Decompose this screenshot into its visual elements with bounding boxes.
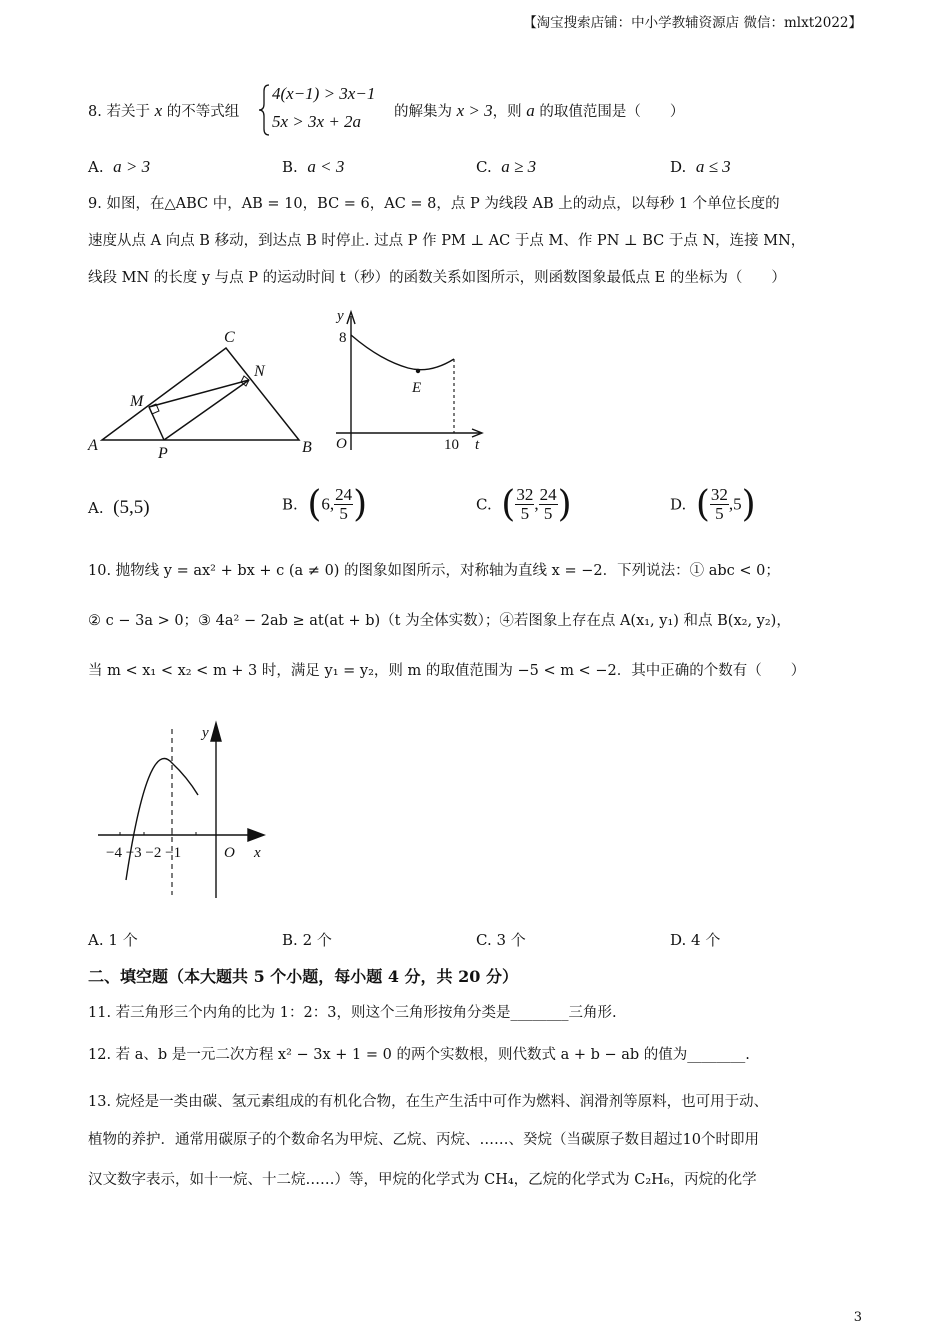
graph-label-ticks: −4 −3 −2 −1 <box>106 845 182 861</box>
q9-line2: 速度从点 A 向点 B 移动，到达点 B 时停止. 过点 P 作 PM ⊥ AC 于点 M、作 PN ⊥ BC 于点 N，连接 MN， <box>88 233 806 249</box>
q10-line3: 当 m < x₁ < x₂ < m + 3 时，满足 y₁ = y₂，则 m 的取值范围为 −5 < m < −2．其中正确的个数有（ ） <box>88 663 806 679</box>
q8-var: x <box>154 101 163 120</box>
label-a: A <box>88 437 98 454</box>
q8-suffix2: ，则 <box>492 104 522 120</box>
q11-text: 11. 若三角形三个内角的比为 1：2：3，则这个三角形按角分类是________三角形. <box>88 1005 617 1021</box>
graph-label-y: y <box>337 308 344 324</box>
graph-label-o: O <box>224 845 235 861</box>
point-e <box>416 369 420 373</box>
q10-line2: ② c − 3a > 0；③ 4a² − 2ab ≥ at(at + b)（t 为全体实数）；④若图象上存在点 A(x₁, y₁) 和点 B(x₂, y₂)， <box>88 613 791 629</box>
parabola-curve <box>126 758 198 880</box>
segment-pn <box>164 380 249 440</box>
graph-label-8: 8 <box>339 330 347 346</box>
label-b: B <box>302 439 312 456</box>
q13-line2: 植物的养护．通常用碳原子的个数命名为甲烷、乙烷、丙烷、……、癸烷（当碳原子数目超过10个时即用 <box>88 1132 759 1148</box>
graph-label-10: 10 <box>444 437 459 453</box>
q9-option-d[interactable]: D. ( $\frac{32}{5}$ ,5) <box>670 484 756 525</box>
q8-prefix: 8. 若关于 <box>88 104 150 120</box>
q10-option-b[interactable]: B. 2 个 <box>282 931 332 949</box>
brace-icon <box>258 82 272 138</box>
q10-option-c[interactable]: C. 3 个 <box>476 931 526 949</box>
q10-option-a[interactable]: A. 1 个 <box>88 931 138 949</box>
q8-param: a <box>526 101 535 120</box>
q10-option-d[interactable]: D. 4 个 <box>670 931 721 949</box>
q8-suffix1: 的解集为 <box>394 104 452 120</box>
curve-y-of-t <box>351 335 454 370</box>
q10-parabola-graph <box>92 715 272 900</box>
q13-line1: 13. 烷烃是一类由碳、氢元素组成的有机化合物，在生产生活中可作为燃料、润滑剂等原料，也可用于动、 <box>88 1094 769 1110</box>
label-p: P <box>158 445 168 462</box>
graph-label-e: E <box>412 380 422 396</box>
graph-label-y: y <box>202 725 209 741</box>
q8-option-c[interactable]: C. a ≥ 3 <box>476 157 537 176</box>
q9-function-graph <box>330 300 490 458</box>
q9-line3: 线段 MN 的长度 y 与点 P 的运动时间 t（秒）的函数关系如图所示，则函数图象最低点 E 的坐标为（ ） <box>88 270 786 286</box>
q8-cond: x > 3 <box>456 101 493 120</box>
q13-line3: 汉文数字表示，如十一烷、十二烷……）等，甲烷的化学式为 CH₄，乙烷的化学式为 C₂H₆，丙烷的化学 <box>88 1172 757 1188</box>
q9-line1: 9. 如图，在△ABC 中，AB = 10，BC = 6，AC = 8，点 P 为线段 AB 上的动点，以每秒 1 个单位长度的 <box>88 196 780 212</box>
q10-line1: 10. 抛物线 y = ax² + bx + c (a ≠ 0) 的图象如图所示，对称轴为直线 x = −2．下列说法：① abc < 0； <box>88 563 780 579</box>
section-2-title: 二、填空题（本大题共 5 个小题，每小题 4 分，共 20 分） <box>88 967 518 986</box>
q8-option-d[interactable]: D. a ≤ 3 <box>670 157 731 176</box>
page-number: 3 <box>853 1310 862 1325</box>
q8-option-a[interactable]: A. a > 3 <box>88 157 151 176</box>
graph-label-o: O <box>336 436 347 452</box>
q12-text: 12. 若 a、b 是一元二次方程 x² − 3x + 1 = 0 的两个实数根，则代数式 a + b − ab 的值为________. <box>88 1047 750 1063</box>
q9-option-c[interactable]: C. ( $\frac{32}{5}$ , $\frac{24}{5}$ ) <box>476 484 572 525</box>
y-axis-arrow-icon <box>211 723 221 741</box>
q9-option-b[interactable]: B. (6, $\frac{24}{5}$ ) <box>282 484 368 525</box>
q8-mid: 的不等式组 <box>166 104 240 120</box>
label-c: C <box>224 329 235 346</box>
q8-stem-tail <box>394 101 684 122</box>
graph-label-t: t <box>475 437 480 453</box>
q9-triangle-figure <box>80 318 325 463</box>
q8-ineq1: 4(x−1) > 3x−1 <box>272 84 376 103</box>
q9-option-a[interactable]: A. (5,5) <box>88 497 150 518</box>
q8-stem <box>88 101 239 122</box>
label-n: N <box>254 363 265 380</box>
label-m: M <box>130 393 144 410</box>
q8-inequality-system <box>258 82 394 138</box>
q8-suffix3: 的取值范围是（ ） <box>539 104 685 120</box>
x-axis-arrow-icon <box>248 829 264 841</box>
q8-option-b[interactable]: B. a < 3 <box>282 157 345 176</box>
graph-label-x: x <box>254 845 261 861</box>
header-shop-info: 【淘宝搜索店铺：中小学教辅资源店 微信：mlxt2022】 <box>523 15 862 31</box>
q8-ineq2: 5x > 3x + 2a <box>272 112 362 131</box>
